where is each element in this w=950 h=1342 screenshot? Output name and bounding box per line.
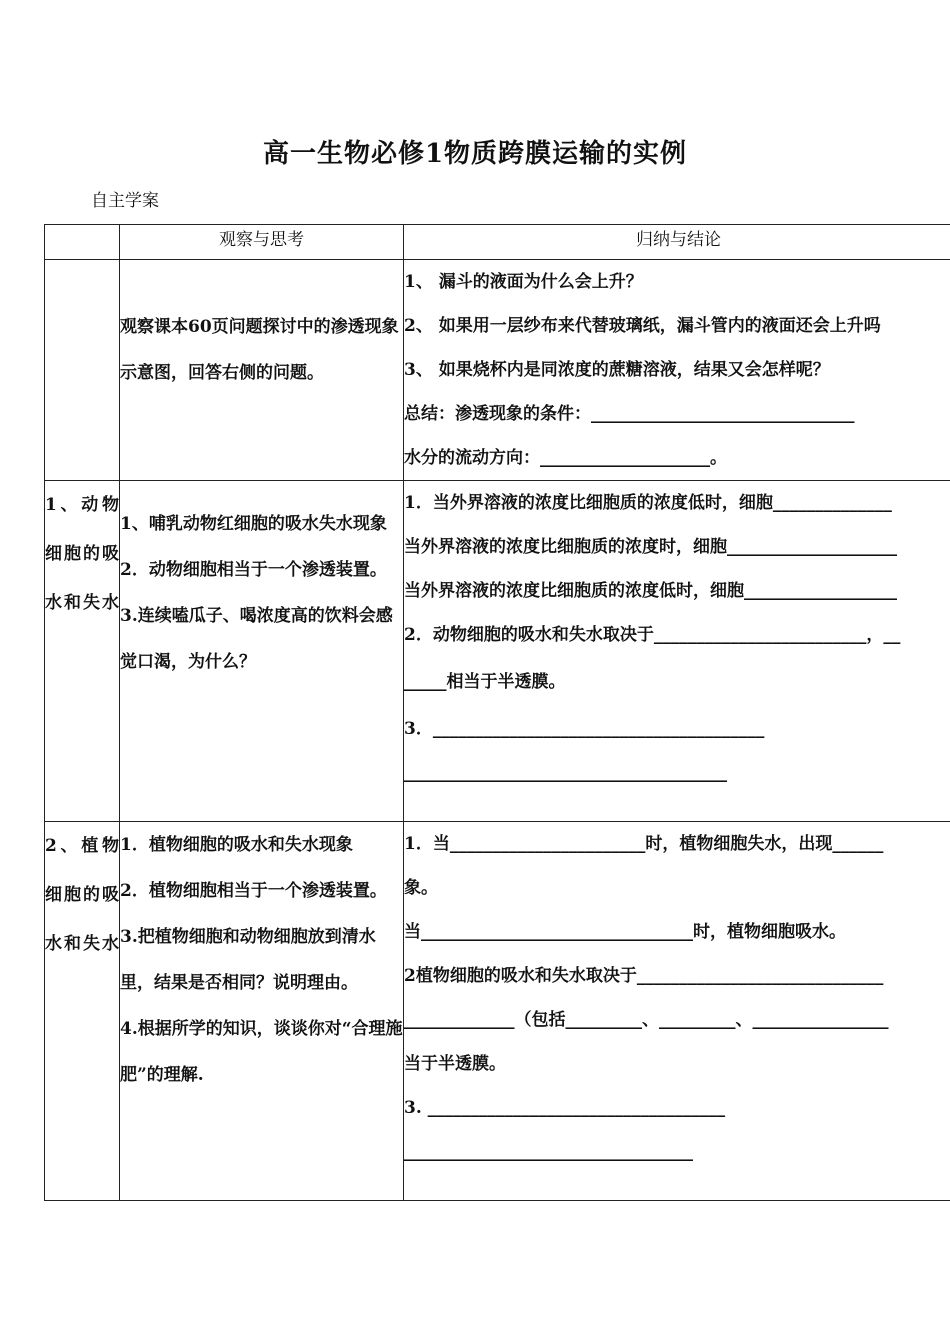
- header-cell-blank: [45, 225, 120, 260]
- observe-cell: [120, 481, 404, 822]
- conclude-line: 1、 漏斗的液面为什么会上升？: [404, 272, 643, 292]
- conclude-line: 2、 如果用一层纱布来代替玻璃纸，漏斗管内的液面还会上升吗: [404, 316, 881, 336]
- observe-text: 1、哺乳动物红细胞的吸水失水现象: [120, 514, 387, 534]
- table-row: [45, 260, 950, 481]
- observe-text: 2．植物细胞相当于一个渗透装置。: [120, 881, 387, 901]
- row-label: [45, 260, 120, 481]
- conclude-line: 水分的流动方向：____________________。: [404, 448, 727, 468]
- page-subtitle: 自主学案: [91, 191, 159, 211]
- table-row: [45, 822, 950, 1201]
- conclude-line: 3. ___________________________________: [404, 1098, 726, 1118]
- observe-text: 2．动物细胞相当于一个渗透装置。: [120, 560, 387, 580]
- observe-text: 3.把植物细胞和动物细胞放到清水里，结果是否相同？说明理由。: [120, 927, 376, 993]
- conclude-cell: [404, 481, 950, 822]
- conclude-line: 2．动物细胞的吸水和失水取决于_________________________，__: [404, 625, 901, 645]
- conclude-line: 当外界溶液的浓度比细胞质的浓度低时，细胞__________________: [404, 581, 897, 601]
- header-cell-conclude: 归纳与结论: [404, 225, 950, 260]
- conclude-line: 2植物细胞的吸水和失水取决于_____________________________: [404, 966, 884, 986]
- observe-cell: [120, 822, 404, 1201]
- conclude-line: 当________________________________时，植物细胞吸水。: [404, 922, 846, 942]
- conclude-line: ______________________________________: [404, 763, 727, 783]
- observe-cell: [120, 260, 404, 481]
- conclude-line: 3．_______________________________________: [404, 719, 765, 739]
- conclude-line: __________________________________: [404, 1142, 693, 1162]
- table-row: [45, 481, 950, 822]
- conclude-line: 3、 如果烧杯内是同浓度的蔗糖溶液，结果又会怎样呢？: [404, 360, 830, 380]
- conclude-line: _____________（包括_________、_________、________________: [404, 1010, 889, 1030]
- study-table: [44, 224, 950, 1201]
- header-cell-observe: 观察与思考: [120, 225, 404, 260]
- row-label: 1、动物细胞的吸水和失水: [45, 481, 120, 822]
- table-header-row: [45, 225, 950, 260]
- observe-text: 1．植物细胞的吸水和失水现象: [120, 835, 353, 855]
- conclude-cell: [404, 260, 950, 481]
- observe-text: 4.根据所学的知识，谈谈你对“合理施肥”的理解.: [120, 1019, 403, 1085]
- conclude-line: 当于半透膜。: [404, 1054, 506, 1074]
- observe-text: 3.连续嗑瓜子、喝浓度高的饮料会感觉口渴，为什么？: [120, 606, 393, 672]
- conclude-line: 象。: [404, 878, 438, 898]
- observe-text: 观察课本60页问题探讨中的渗透现象示意图，回答右侧的问题。: [120, 317, 399, 383]
- conclude-line: 当外界溶液的浓度比细胞质的浓度时，细胞____________________: [404, 537, 897, 557]
- row-label: 2、植物细胞的吸水和失水: [45, 822, 120, 1201]
- conclude-line: 总结：渗透现象的条件：_______________________________: [404, 404, 855, 424]
- conclude-line: _____相当于半透膜。: [404, 672, 566, 692]
- conclude-line: 1．当_______________________时，植物细胞失水，出现______: [404, 834, 884, 854]
- page-title: 高一生物必修1物质跨膜运输的实例: [262, 139, 688, 169]
- conclude-line: 1．当外界溶液的浓度比细胞质的浓度低时，细胞______________: [404, 493, 892, 513]
- conclude-cell: [404, 822, 950, 1201]
